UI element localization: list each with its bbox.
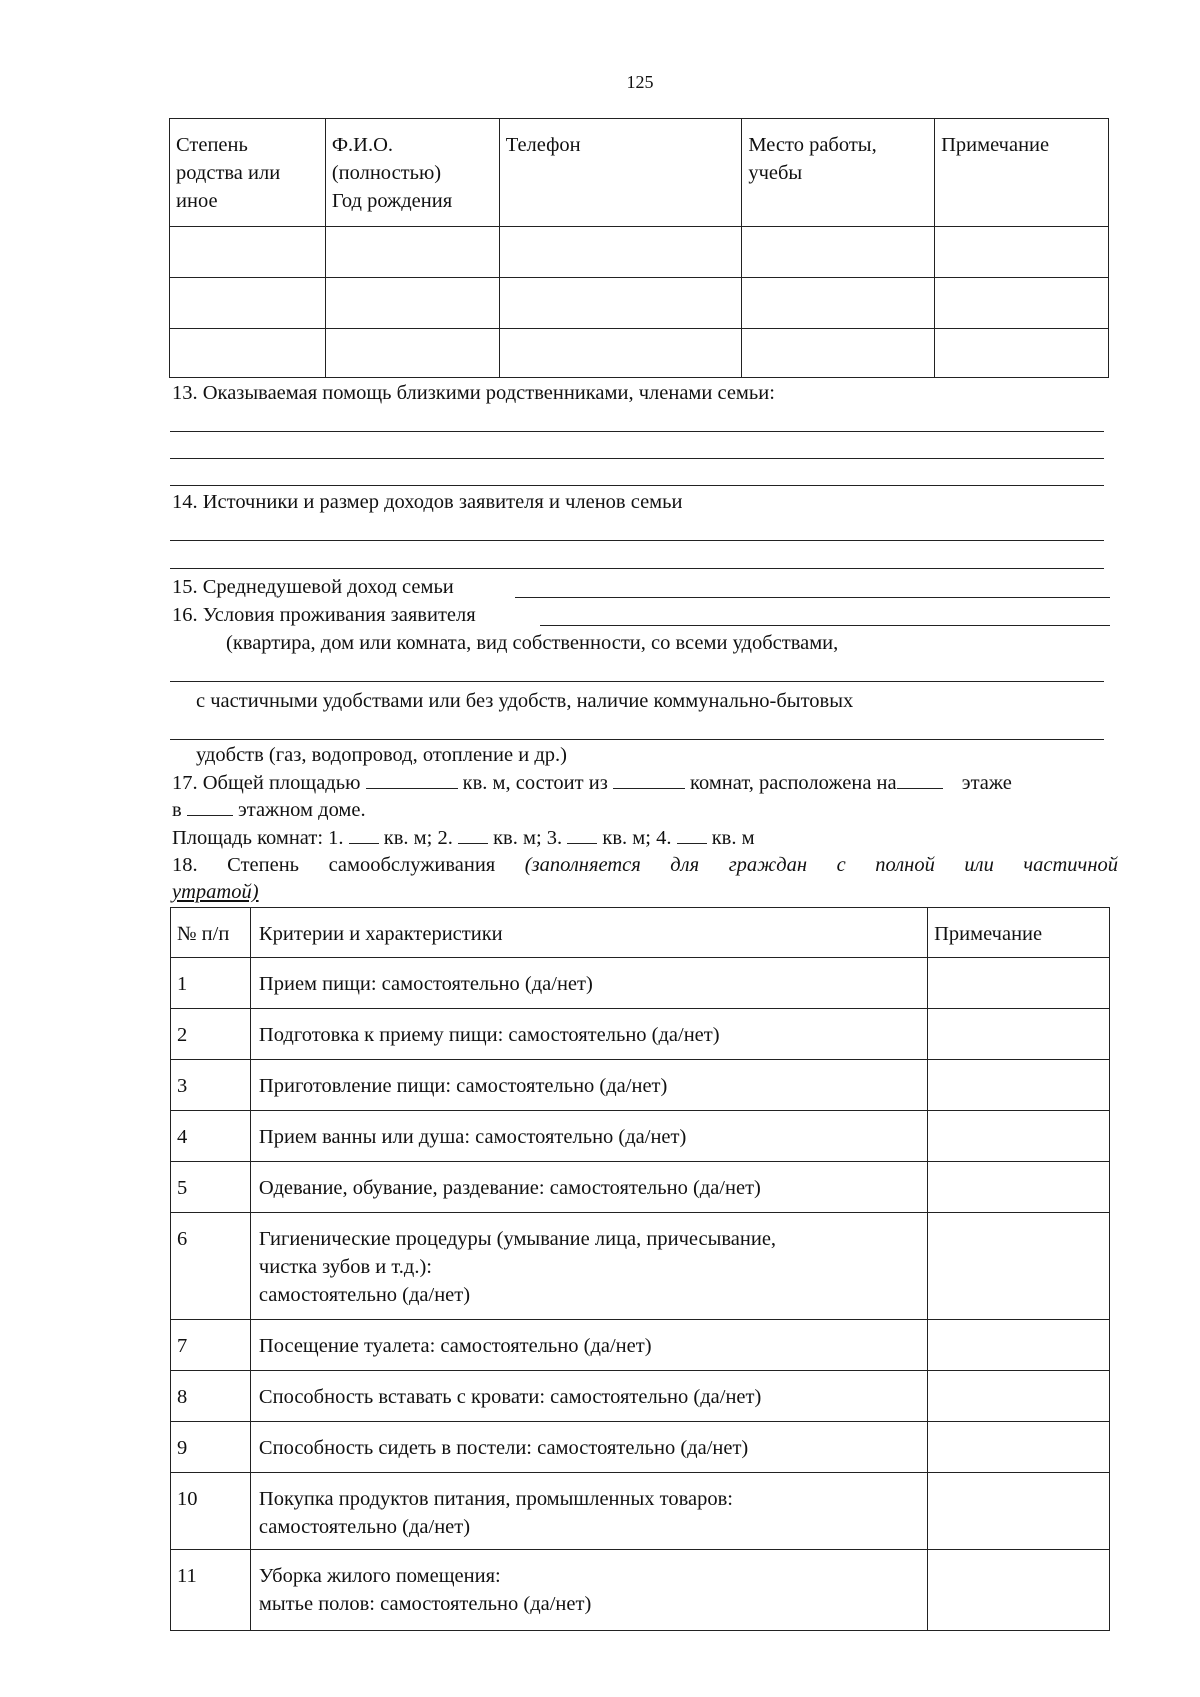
header-fullname: Ф.И.О. (полностью) Год рождения: [325, 119, 499, 227]
section-14-label: 14. Источники и размер доходов заявителя и членов семьи: [172, 491, 683, 513]
table-row[interactable]: [170, 278, 1109, 329]
section-17-line-2: в этажном доме.: [172, 799, 366, 821]
section-16-line-1[interactable]: [170, 681, 1104, 682]
room-4-field[interactable]: [677, 825, 707, 844]
note-cell[interactable]: [928, 1009, 1110, 1060]
note-cell[interactable]: [928, 1060, 1110, 1111]
table-row: 2 Подготовка к приему пищи: самостоятельно (да/нет): [171, 1009, 1110, 1060]
section-18-italic-tail: утратой): [172, 881, 259, 903]
section-16-note-2: с частичными удобствами или без удобств, наличие коммунально-бытовых: [196, 690, 854, 712]
table-row: 4 Прием ванны или душа: самостоятельно (да/нет): [171, 1111, 1110, 1162]
section-13-line-1[interactable]: [170, 431, 1104, 432]
header-number: № п/п: [171, 908, 251, 958]
note-cell[interactable]: [928, 1473, 1110, 1550]
room-3-field[interactable]: [567, 825, 597, 844]
table-row: 5 Одевание, обувание, раздевание: самостоятельно (да/нет): [171, 1162, 1110, 1213]
table-row[interactable]: [170, 227, 1109, 278]
section-16-note-3: удобств (газ, водопровод, отопление и др.): [196, 744, 567, 766]
note-cell[interactable]: [928, 1213, 1110, 1320]
table-row: 3 Приготовление пищи: самостоятельно (да/нет): [171, 1060, 1110, 1111]
self-care-table: [170, 907, 1110, 1631]
table-row: 6 Гигиенические процедуры (умывание лица, причесывание, чистка зубов и т.д.): самостоятельно (да/нет): [171, 1213, 1110, 1320]
note-cell[interactable]: [928, 1111, 1110, 1162]
family-members-table: [169, 118, 1109, 378]
table-row: 10 Покупка продуктов питания, промышленных товаров: самостоятельно (да/нет): [171, 1473, 1110, 1550]
header-workplace: Место работы, учебы: [742, 119, 935, 227]
table-row: 9 Способность сидеть в постели: самостоятельно (да/нет): [171, 1422, 1110, 1473]
section-16-line-2[interactable]: [170, 739, 1104, 740]
room-2-field[interactable]: [458, 825, 488, 844]
section-13-label: 13. Оказываемая помощь близкими родственниками, членами семьи:: [172, 382, 775, 404]
section-16-note-1: (квартира, дом или комната, вид собственности, со всеми удобствами,: [226, 632, 839, 654]
section-16-field[interactable]: [540, 625, 1110, 626]
rooms-count-field[interactable]: [613, 770, 685, 789]
section-13-line-3[interactable]: [170, 485, 1104, 486]
section-16-label: 16. Условия проживания заявителя: [172, 604, 476, 626]
room-1-field[interactable]: [349, 825, 379, 844]
table-row: 7 Посещение туалета: самостоятельно (да/нет): [171, 1320, 1110, 1371]
note-cell[interactable]: [928, 1162, 1110, 1213]
note-cell[interactable]: [928, 1320, 1110, 1371]
header-criteria: Критерии и характеристики: [250, 908, 927, 958]
table-row: 8 Способность вставать с кровати: самостоятельно (да/нет): [171, 1371, 1110, 1422]
header-note: Примечание: [928, 908, 1110, 958]
table-row: 1 Прием пищи: самостоятельно (да/нет): [171, 958, 1110, 1009]
self-care-header: [171, 908, 1110, 958]
area-field[interactable]: [366, 770, 458, 789]
page-number: 125: [626, 72, 654, 92]
note-cell[interactable]: [928, 1371, 1110, 1422]
family-table-header: [170, 119, 1109, 227]
section-14-line-2[interactable]: [170, 568, 1104, 569]
note-cell[interactable]: [928, 1550, 1110, 1631]
header-relation: Степень родства или иное: [170, 119, 326, 227]
note-cell[interactable]: [928, 958, 1110, 1009]
section-13-line-2[interactable]: [170, 458, 1104, 459]
table-row: 11 Уборка жилого помещения: мытье полов: самостоятельно (да/нет): [171, 1550, 1110, 1631]
section-18-label: 18. Степень самообслуживания (заполняется для граждан с полной или частичной: [172, 854, 1118, 876]
section-17-line: 17. Общей площадью кв. м, состоит из комнат, расположена на этаже: [172, 772, 1012, 794]
building-floors-field[interactable]: [187, 797, 233, 816]
header-note: Примечание: [935, 119, 1109, 227]
floor-field[interactable]: [897, 770, 943, 789]
note-cell[interactable]: [928, 1422, 1110, 1473]
header-phone: Телефон: [499, 119, 742, 227]
table-row[interactable]: [170, 329, 1109, 378]
section-15-field[interactable]: [515, 597, 1110, 598]
rooms-area-line: Площадь комнат: 1. кв. м; 2. кв. м; 3. кв. м; 4. кв. м: [172, 827, 755, 849]
section-15-label: 15. Среднедушевой доход семьи: [172, 576, 454, 598]
section-14-line-1[interactable]: [170, 540, 1104, 541]
